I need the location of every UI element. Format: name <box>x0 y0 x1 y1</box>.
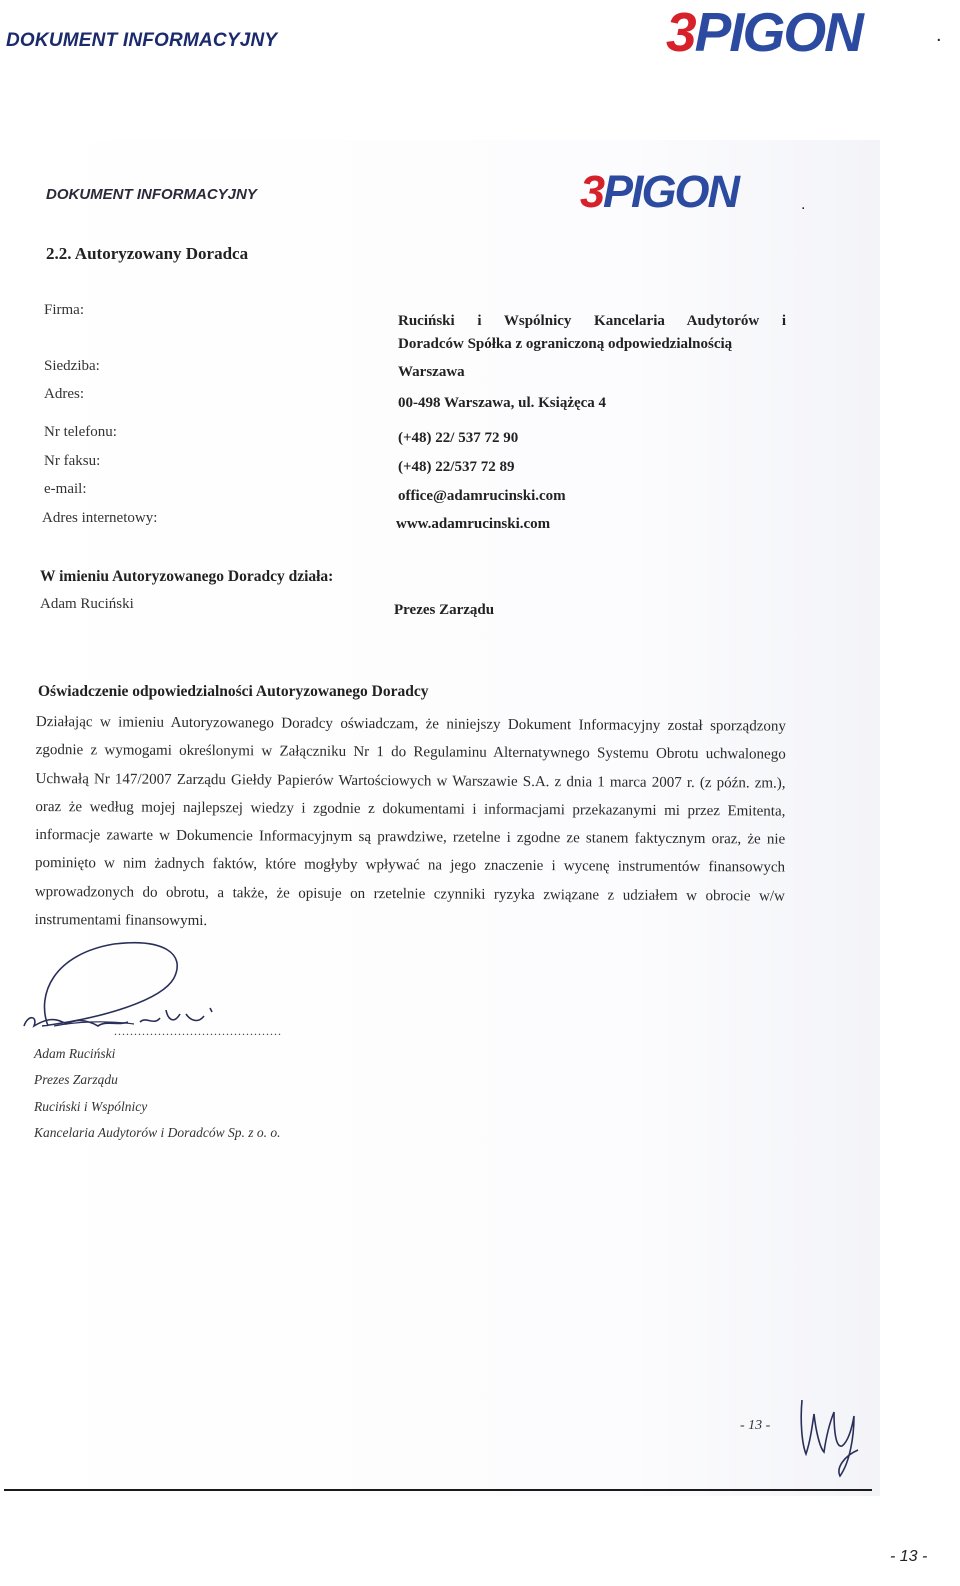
scan-page-number: - 13 - <box>740 1418 771 1433</box>
on-behalf-heading: W imieniu Autoryzowanego Doradcy działa: <box>40 568 334 585</box>
email-value: office@adamrucinski.com <box>398 488 566 504</box>
address-label: Adres: <box>44 386 84 402</box>
handwritten-signature <box>14 934 234 1034</box>
epigon-logo <box>666 0 862 64</box>
fax-value: (+48) 22/537 72 89 <box>398 459 515 475</box>
person-role: Prezes Zarządu <box>394 602 495 618</box>
logo-text: PIGON <box>694 1 862 63</box>
statement-body: Działając w imieniu Autoryzowanego Doradcy oświadczam, że niniejszy Dokument Informacyjny został sporządzony zgodnie z wymogami określonymi w Załączniku Nr 1 do Regulaminu Alternatywnego Systemu Obrotu uchwalonego Uchwałą Nr 147/2007 Zarządu Giełdy Papierów Wartościowych w Warszawie S.A. z dnia 1 marca 2007 r. (z późn. zm.), oraz że według mojej najlepszej wiedzy i zgodnie z dokumentami i informacjami przekazanymi mi przez Emitenta, informacje zawarte w Dokumencie Informacyjnym są prawdziwe, rzetelne i zgodne ze stanem faktycznym oraz, że nie pominięto w nim żadnych faktów, które mogłyby wpływać na jego znaczenie i wycenę instrumentów finansowych wprowadzonych do obrotu, a także, że opisuje on rzetelnie czynniki ryzyka związane z udziałem w obrocie w/w instrumentami finansowymi. <box>34 713 786 930</box>
fax-label: Nr faksu: <box>44 453 101 469</box>
signature-dots: .......................................... <box>114 1024 282 1038</box>
firm-value-line1: Ruciński i Wspólnicy Kancelaria Audytorów i <box>398 313 786 329</box>
header-dot: . <box>936 24 942 46</box>
footer-rule <box>4 1489 872 1491</box>
page-number: - 13 - <box>890 1548 928 1565</box>
signatory-name: Adam Ruciński <box>34 1046 116 1061</box>
logo-mark: 3 <box>666 1 695 63</box>
address-value: 00-498 Warszawa, ul. Książęca 4 <box>398 395 607 411</box>
web-label: Adres internetowy: <box>42 510 158 526</box>
web-value: www.adamrucinski.com <box>396 516 551 532</box>
section-heading: 2.2. Autoryzowany Doradca <box>46 244 249 263</box>
scan-logo-text: PIGON <box>603 166 739 217</box>
scan-logo-mark: 3 <box>580 166 604 217</box>
handwritten-initials <box>796 1392 866 1482</box>
scan-epigon-logo <box>580 166 738 218</box>
seat-label: Siedziba: <box>44 358 100 374</box>
signatory-role: Prezes Zarządu <box>34 1072 118 1087</box>
seat-value: Warszawa <box>398 364 465 380</box>
signatory-firm: Ruciński i Wspólnicy <box>34 1099 148 1114</box>
scan-header-dot: . <box>801 196 806 213</box>
firm-label: Firma: <box>44 302 84 318</box>
person-name: Adam Ruciński <box>40 596 134 612</box>
scan-document-title: DOKUMENT INFORMACYJNY <box>46 186 257 203</box>
firm-value-line2: Doradców Spółka z ograniczoną odpowiedzialnością <box>398 336 733 352</box>
statement-heading: Oświadczenie odpowiedzialności Autoryzowanego Doradcy <box>38 683 429 700</box>
phone-value: (+48) 22/ 537 72 90 <box>398 430 519 446</box>
document-title: DOKUMENT INFORMACYJNY <box>6 30 278 51</box>
email-label: e-mail: <box>44 481 87 497</box>
phone-label: Nr telefonu: <box>44 424 117 440</box>
signatory-firm-full: Kancelaria Audytorów i Doradców Sp. z o. o. <box>34 1125 281 1140</box>
